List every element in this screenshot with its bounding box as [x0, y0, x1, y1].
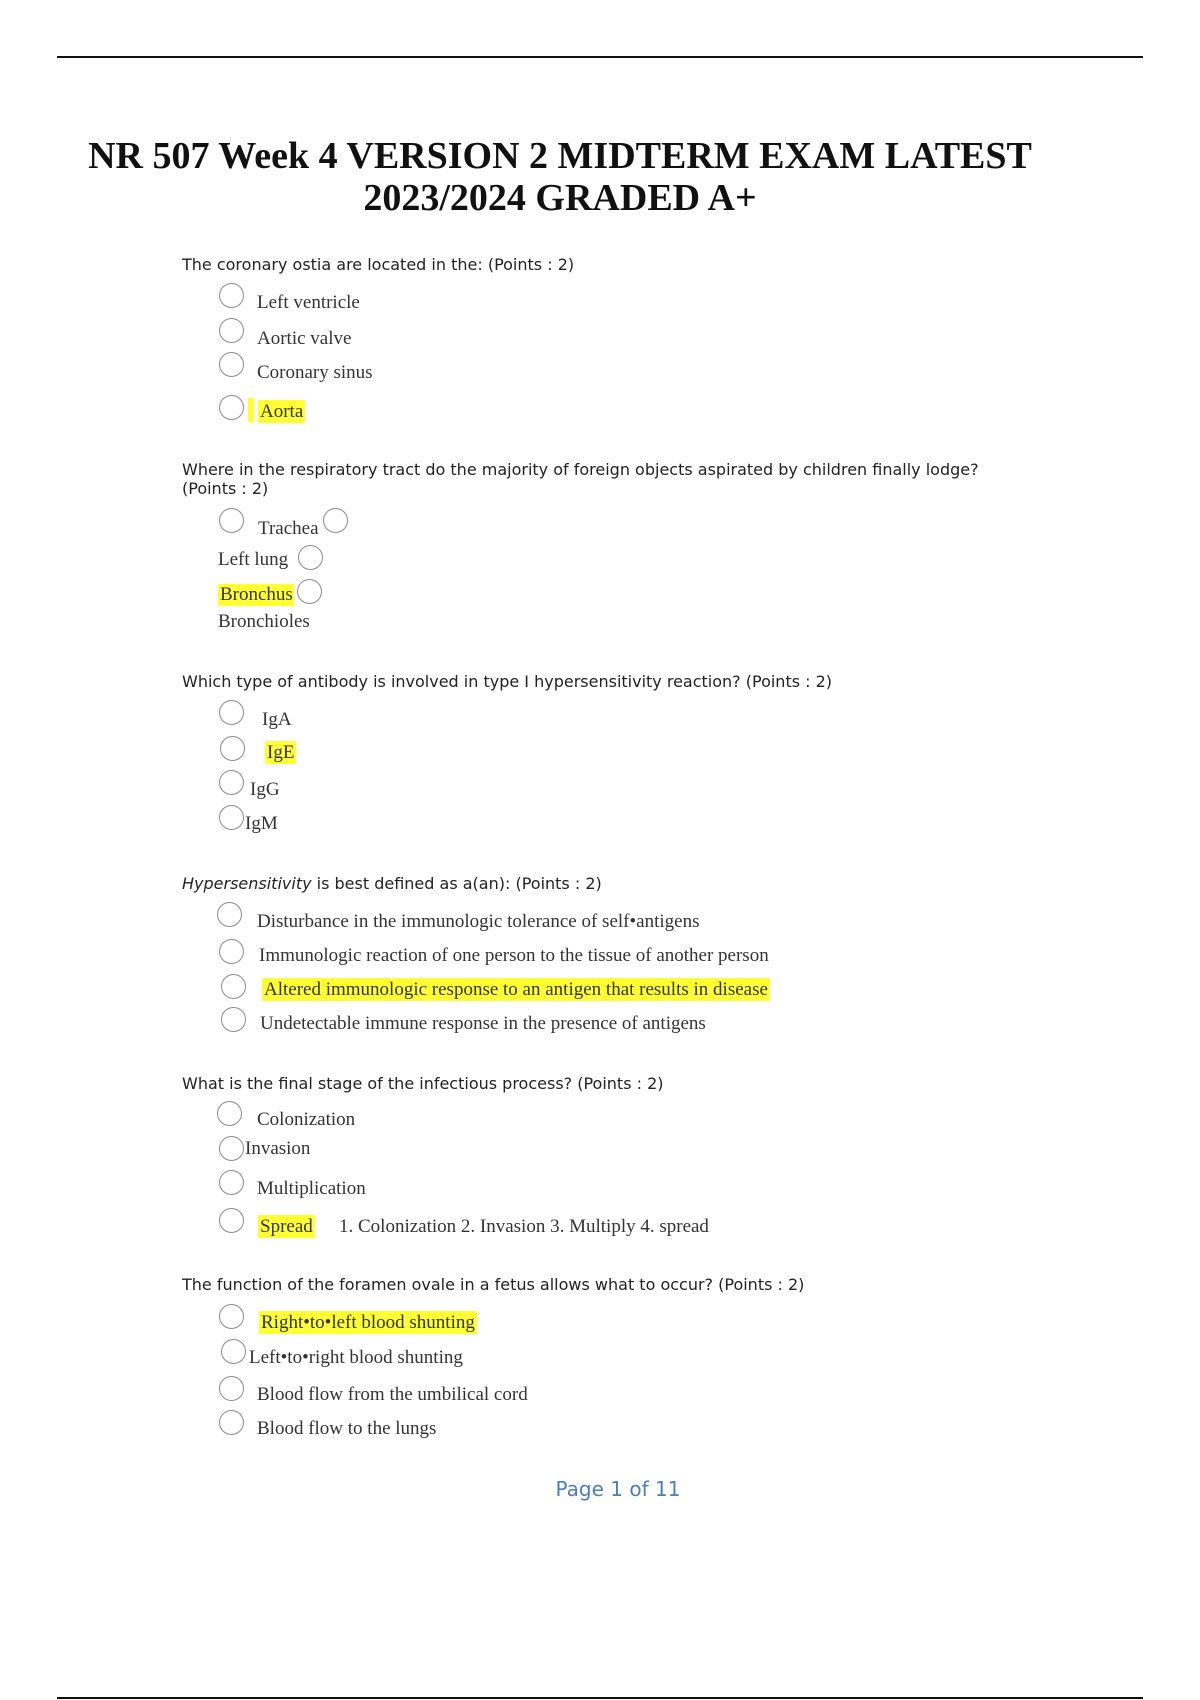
- q4-option-3-label: Altered immunologic response to an antigen that results in disease: [264, 979, 768, 1000]
- title-line-1: NR 507 Week 4 VERSION 2 MIDTERM EXAM LATEST: [88, 135, 1032, 177]
- q2-option-1-radio[interactable]: [219, 508, 244, 533]
- q5-option-4-radio[interactable]: [219, 1208, 244, 1233]
- q1-option-1-label: Left ventricle: [257, 292, 360, 313]
- q4-option-2-label: Immunologic reaction of one person to the tissue of another person: [259, 945, 769, 966]
- q1-option-3-label: Coronary sinus: [257, 362, 373, 383]
- q3-option-1-label: IgA: [262, 709, 292, 730]
- q2-option-4-label: Bronchioles: [218, 611, 310, 632]
- q6-option-1-label: Right•to•left blood shunting: [261, 1312, 475, 1333]
- q1-option-3-radio[interactable]: [219, 352, 244, 377]
- bottom-rule: [57, 1697, 1143, 1699]
- q1-option-2-radio[interactable]: [219, 318, 244, 343]
- q3-option-3-label: IgG: [250, 779, 280, 800]
- q3-option-3-radio[interactable]: [219, 770, 244, 795]
- q6-option-1-radio[interactable]: [219, 1304, 244, 1329]
- q6-option-3-radio[interactable]: [219, 1376, 244, 1401]
- question-5-text: What is the final stage of the infectious process? (Points : 2): [182, 1074, 664, 1093]
- q5-option-3-label: Multiplication: [257, 1178, 366, 1199]
- q5-option-4-label: Spread: [260, 1216, 313, 1237]
- q1-option-4-label: Aorta: [260, 401, 304, 422]
- question-2-text: Where in the respiratory tract do the majority of foreign objects aspirated by children finally lodge? (Points : 2): [182, 460, 979, 498]
- q3-option-2-radio[interactable]: [220, 736, 245, 761]
- q6-option-2-radio[interactable]: [221, 1339, 246, 1364]
- q4-option-2-radio[interactable]: [219, 939, 244, 964]
- q4-option-4-radio[interactable]: [221, 1007, 246, 1032]
- q6-option-2-label: Left•to•right blood shunting: [249, 1347, 463, 1368]
- q2-option-2-radio[interactable]: [323, 508, 348, 533]
- top-rule: [57, 56, 1143, 58]
- q6-option-4-label: Blood flow to the lungs: [257, 1418, 437, 1439]
- q1-option-4-radio[interactable]: [219, 395, 244, 420]
- q5-option-1-radio[interactable]: [217, 1101, 242, 1126]
- q2-option-3-label: Bronchus: [220, 584, 293, 605]
- q6-option-4-radio[interactable]: [219, 1410, 244, 1435]
- q3-option-2-label: IgE: [267, 742, 295, 763]
- q5-option-3-radio[interactable]: [219, 1170, 244, 1195]
- answer-note: 1. Colonization 2. Invasion 3. Multiply 4. spread: [339, 1216, 709, 1237]
- q5-option-1-label: Colonization: [257, 1109, 356, 1130]
- q3-option-4-radio[interactable]: [219, 805, 244, 830]
- question-6-text: The function of the foramen ovale in a fetus allows what to occur? (Points : 2): [182, 1275, 805, 1294]
- question-3-text: Which type of antibody is involved in type I hypersensitivity reaction? (Points : 2): [182, 672, 833, 691]
- q5-option-2-label: Invasion: [245, 1138, 311, 1159]
- document-title: [80, 135, 1040, 219]
- q3-option-4-label: IgM: [245, 813, 278, 834]
- q4-option-1-radio[interactable]: [217, 902, 242, 927]
- question-4-text: Hypersensitivity is best defined as a(an): (Points : 2): [182, 874, 602, 893]
- highlight-mark: [248, 398, 254, 422]
- q6-option-3-label: Blood flow from the umbilical cord: [257, 1384, 528, 1405]
- q2-option-1-label: Trachea: [258, 518, 319, 539]
- page-indicator: Page 1 of 11: [555, 1477, 681, 1501]
- q1-option-1-radio[interactable]: [219, 283, 244, 308]
- title-line-2: 2023/2024 GRADED A+: [363, 177, 757, 219]
- q3-option-1-radio[interactable]: [219, 700, 244, 725]
- q5-option-2-radio[interactable]: [219, 1136, 244, 1161]
- q4-option-3-radio[interactable]: [221, 974, 246, 999]
- q2-option-3-radio[interactable]: [298, 545, 323, 570]
- q1-option-2-label: Aortic valve: [257, 328, 352, 349]
- q4-option-4-label: Undetectable immune response in the presence of antigens: [260, 1013, 706, 1034]
- q2-option-2-label: Left lung: [218, 549, 289, 570]
- q4-option-1-label: Disturbance in the immunologic tolerance of self•antigens: [257, 911, 700, 932]
- question-1-text: The coronary ostia are located in the: (Points : 2): [182, 255, 575, 274]
- q2-option-4-radio[interactable]: [297, 579, 322, 604]
